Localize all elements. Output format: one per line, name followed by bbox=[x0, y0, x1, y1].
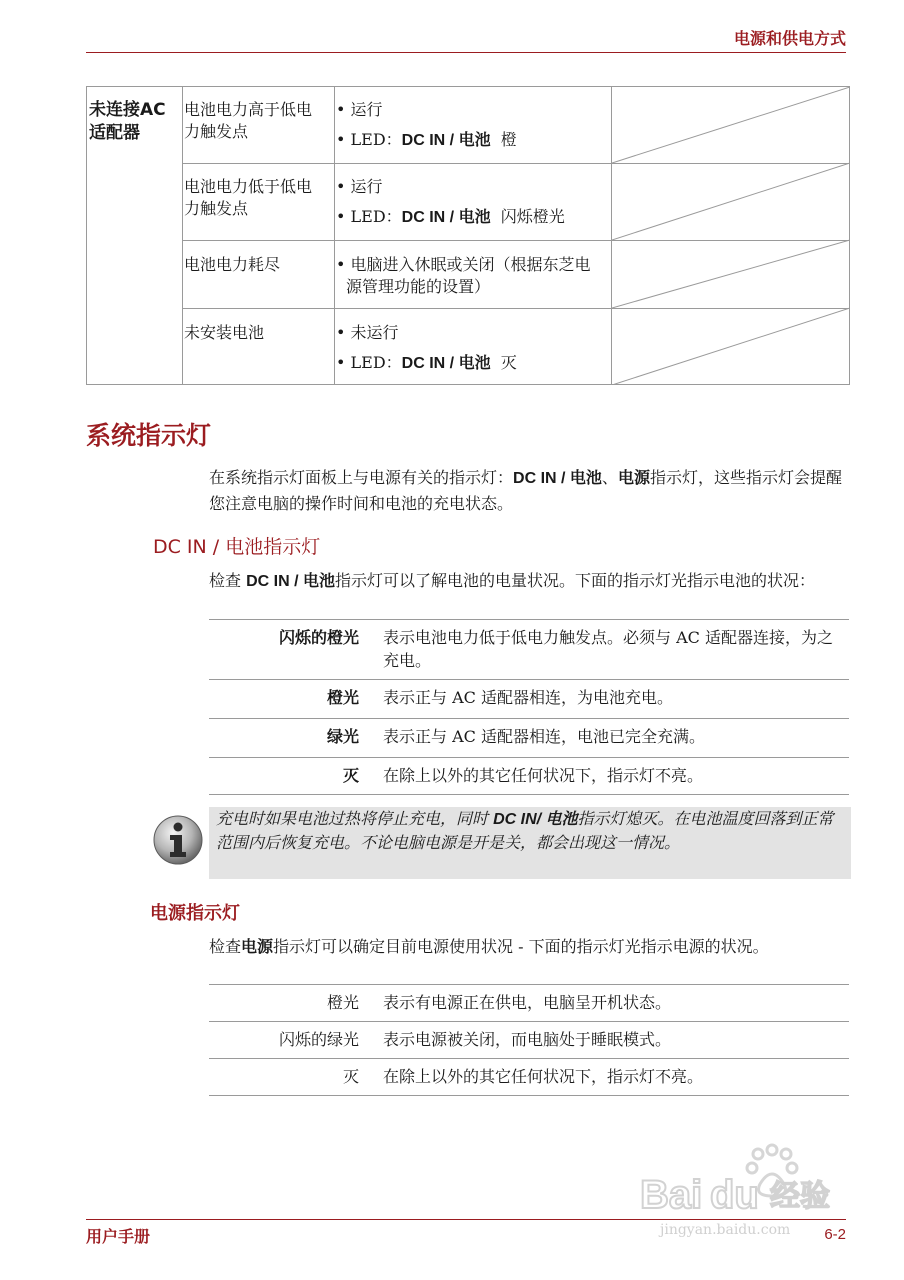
info-icon bbox=[152, 814, 204, 866]
bullet-item: • 运行 bbox=[336, 100, 383, 119]
indicator-desc: 表示电池电力低于低电力触发点。必须与 AC 适配器连接，为之充电。 bbox=[383, 628, 833, 670]
page-number: 6-2 bbox=[824, 1226, 846, 1243]
condition-cell: 电池电力耗尽 bbox=[184, 255, 281, 274]
bullet-item: • 电脑进入休眠或关闭（根据东芝电源管理功能的设置） bbox=[336, 255, 591, 296]
indicator-label: 闪烁的绿光 bbox=[278, 1030, 359, 1049]
indicator-desc: 在除上以外的其它任何状况下，指示灯不亮。 bbox=[383, 766, 704, 785]
bullet-item: • LED：DC IN / 电池 灭 bbox=[336, 353, 517, 372]
indicator-label: 灭 bbox=[342, 1067, 359, 1086]
power-intro: 检查电源指示灯可以确定目前电源使用状况 - 下面的指示灯光指示电源的状况。 bbox=[209, 937, 769, 956]
table-row bbox=[209, 1021, 849, 1058]
bullet-item: • 运行 bbox=[336, 177, 383, 196]
indicator-desc: 表示有电源正在供电，电脑呈开机状态。 bbox=[383, 993, 672, 1012]
footer-rule bbox=[86, 1219, 846, 1220]
section-intro: 在系统指示灯面板上与电源有关的指示灯：DC IN / 电池、电源指示灯，这些指示灯会提醒您注意电脑的操作时间和电池的充电状态。 bbox=[209, 468, 842, 513]
indicator-label: 橙光 bbox=[326, 993, 359, 1012]
power-indicator-table bbox=[209, 984, 849, 1096]
running-header: 电源和供电方式 bbox=[733, 29, 846, 48]
state-cell bbox=[336, 176, 565, 229]
condition-cell: 电池电力低于低电力触发点 bbox=[184, 177, 313, 218]
bullet-item: • 未运行 bbox=[336, 323, 399, 342]
bullet-item: • LED：DC IN / 电池 橙 bbox=[336, 130, 517, 149]
footer-title: 用户手册 bbox=[86, 1227, 151, 1246]
header-rule bbox=[86, 52, 846, 53]
svg-text:Bai: Bai bbox=[640, 1173, 703, 1217]
dcin-subtitle: DC IN / 电池指示灯 bbox=[153, 536, 321, 558]
svg-text:经验: 经验 bbox=[770, 1179, 830, 1214]
indicator-desc: 表示正与 AC 适配器相连，电池已完全充满。 bbox=[383, 727, 705, 746]
table-row bbox=[209, 757, 849, 795]
power-state-table bbox=[86, 86, 850, 385]
state-cell bbox=[336, 322, 517, 375]
table-divider bbox=[334, 87, 335, 384]
state-label: 未连接AC 适配器 bbox=[89, 100, 166, 143]
dcin-intro: 检查 DC IN / 电池指示灯可以了解电池的电量状况。下面的指示灯光指示电池的状况： bbox=[209, 571, 816, 590]
condition-cell: 未安装电池 bbox=[184, 323, 265, 342]
state-cell bbox=[336, 99, 517, 152]
bullet-item: • LED：DC IN / 电池 闪烁橙光 bbox=[336, 207, 565, 226]
note-text: 充电时如果电池过热将停止充电，同时 DC IN/ 电池指示灯熄灭。在电池温度回落到正常范围内后恢复充电。不论电脑电源是开是关，都会出现这一情况。 bbox=[216, 809, 834, 852]
indicator-label: 闪烁的橙光 bbox=[278, 628, 359, 647]
section-title: 系统指示灯 bbox=[86, 421, 212, 450]
dcin-indicator-table bbox=[209, 619, 849, 795]
indicator-desc: 表示电源被关闭，而电脑处于睡眠模式。 bbox=[383, 1030, 672, 1049]
indicator-desc: 表示正与 AC 适配器相连，为电池充电。 bbox=[383, 688, 673, 707]
indicator-label: 绿光 bbox=[326, 727, 359, 746]
indicator-desc: 在除上以外的其它任何状况下，指示灯不亮。 bbox=[383, 1067, 704, 1086]
power-subtitle: 电源指示灯 bbox=[150, 903, 240, 924]
baidu-watermark-logo bbox=[640, 1140, 850, 1220]
empty-cell-diagonals bbox=[612, 87, 850, 385]
table-row bbox=[209, 984, 849, 1021]
svg-text:du: du bbox=[710, 1173, 759, 1217]
condition-cell: 电池电力高于低电力触发点 bbox=[184, 100, 313, 141]
table-row bbox=[209, 718, 849, 757]
table-divider bbox=[182, 87, 183, 384]
table-row bbox=[209, 1058, 849, 1096]
table-row bbox=[209, 619, 849, 679]
table-row bbox=[209, 679, 849, 718]
watermark-url: jingyan.baidu.com bbox=[660, 1222, 791, 1238]
indicator-label: 橙光 bbox=[326, 688, 359, 707]
indicator-label: 灭 bbox=[342, 766, 359, 785]
